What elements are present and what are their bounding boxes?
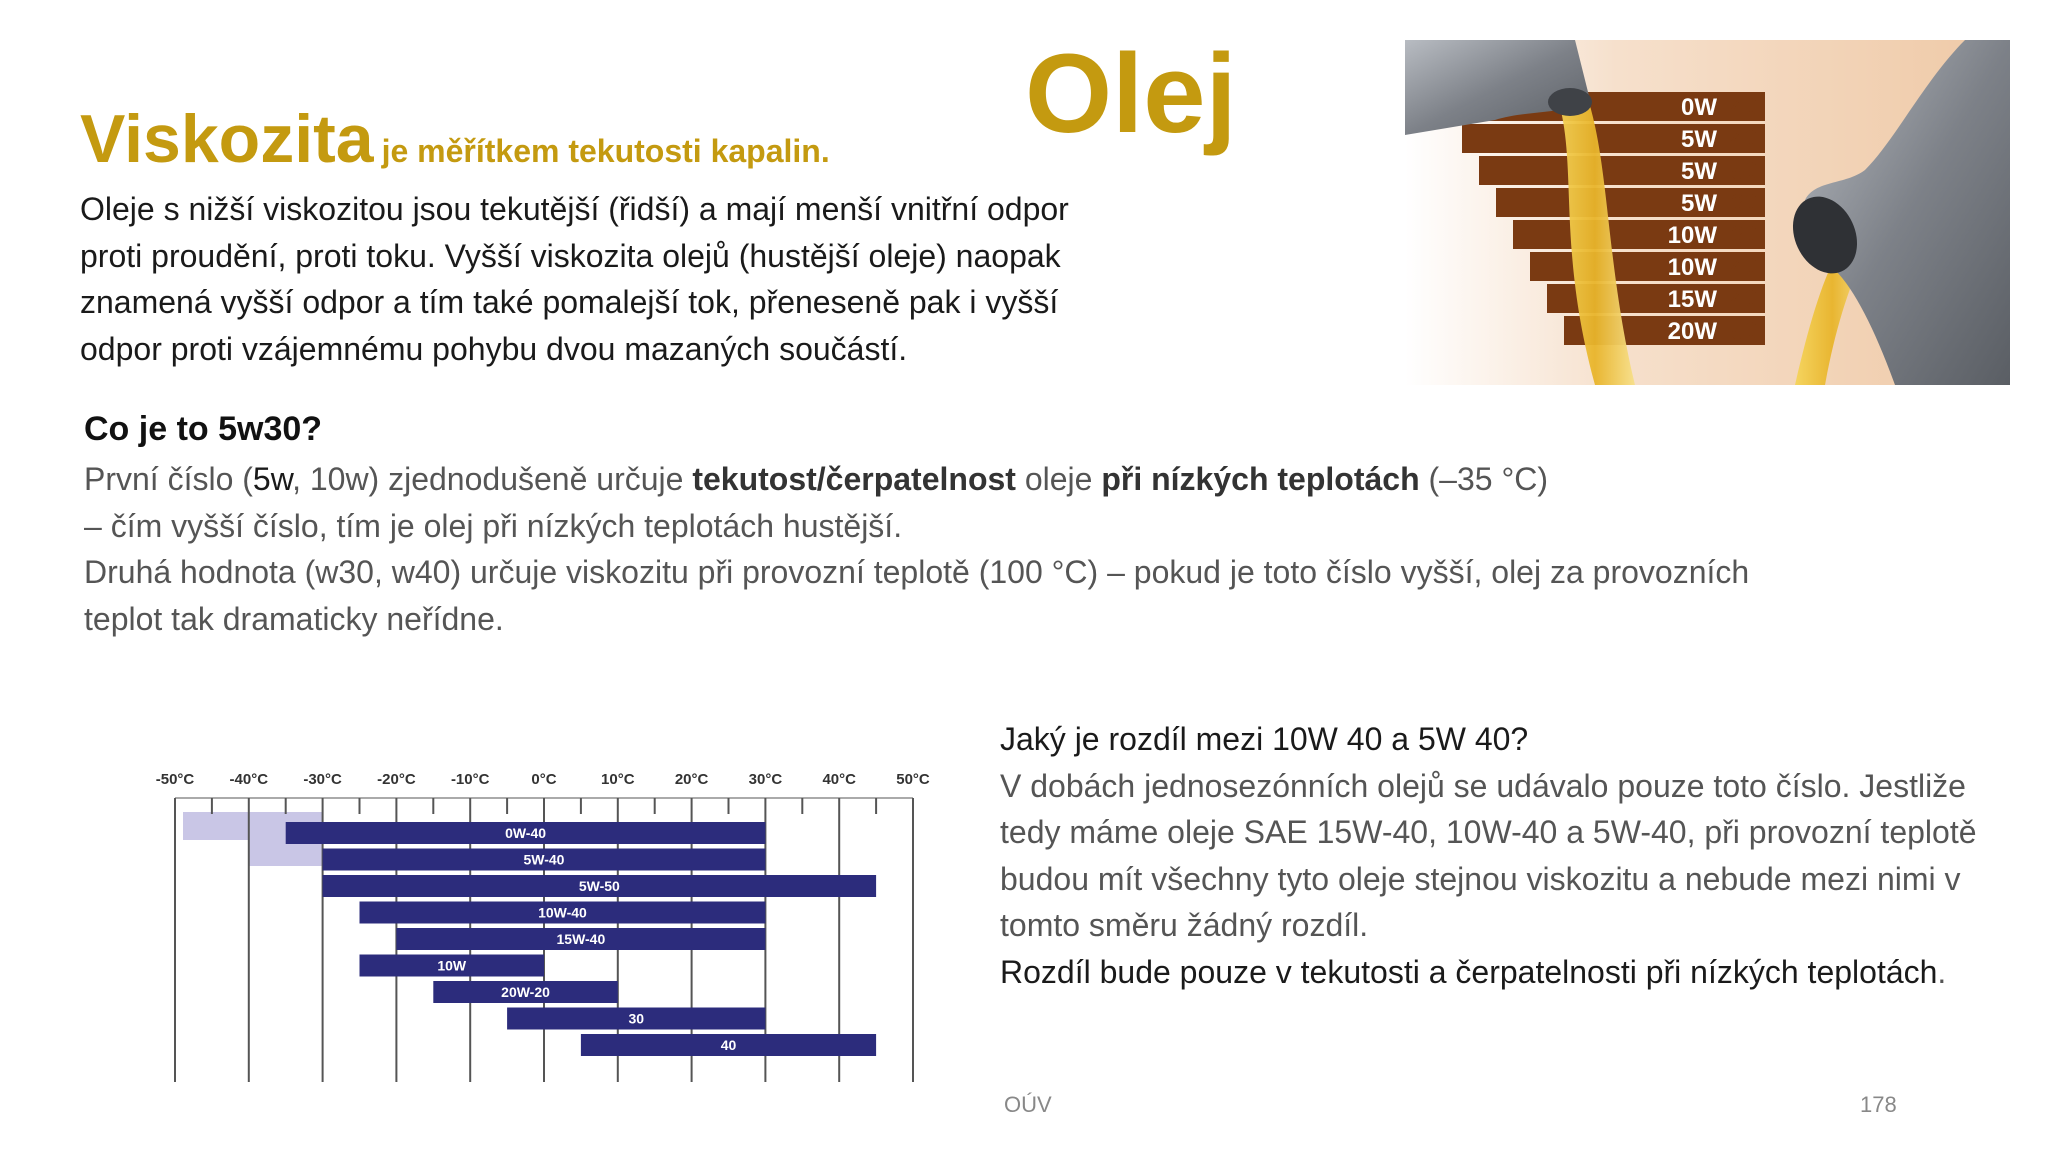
right-paragraph-1: V dobách jednosezónních olejů se udávalo pouze toto číslo. Jestliže tedy máme oleje SAE 15W-40, 10W-40 a 5W-40, při provozní teplotě budou mít všechny tyto oleje stejnou viskozitu a nebude mezi nimi v tomto směru žádný rozdíl. bbox=[1000, 767, 1977, 943]
explanation-line2: – čím vyšší číslo, tím je olej při nízkých teplotách hustější. bbox=[84, 507, 903, 544]
expl-text: První číslo ( bbox=[84, 461, 253, 497]
bar-label: 5W-40 bbox=[523, 851, 565, 868]
grade-label: 5W bbox=[1681, 190, 1717, 217]
footer-label: OÚV bbox=[1004, 1092, 1052, 1117]
chart-svg bbox=[138, 762, 948, 1082]
grade-temp: -30 bbox=[1723, 222, 1758, 249]
expl-text: (–35 °C) bbox=[1419, 461, 1548, 497]
bottle-left-spout bbox=[1548, 88, 1592, 116]
question-5w30: Co je to 5w30? bbox=[84, 410, 323, 448]
bar-label: 40 bbox=[720, 1037, 737, 1053]
heading-sub: je měřítkem tekutosti kapalin. bbox=[381, 133, 830, 169]
oil-grades-image bbox=[1405, 40, 2010, 385]
right-text-block bbox=[1000, 716, 2000, 995]
grade-temp: -40 bbox=[1723, 126, 1758, 153]
expl-text: , 10w) zjednodušeně určuje bbox=[292, 461, 693, 497]
x-tick-label: -40°C bbox=[229, 771, 269, 788]
grade-label: 20W bbox=[1667, 318, 1717, 345]
x-tick-label: 20°C bbox=[674, 771, 709, 788]
expl-text: oleje bbox=[1015, 461, 1102, 497]
viscosity-chart bbox=[138, 762, 948, 1082]
x-tick-label: 30°C bbox=[748, 771, 783, 788]
bar-label: 10W-40 bbox=[538, 904, 587, 921]
x-tick-label: 0°C bbox=[531, 771, 557, 788]
grade-label: 15W bbox=[1667, 286, 1717, 313]
bar-label: 0W-40 bbox=[505, 825, 547, 841]
grade-temp: -50 bbox=[1723, 158, 1758, 185]
grade-stripe bbox=[1462, 124, 1765, 153]
right-p2-text: Rozdíl bude pouze v tekutosti a čerpatelnosti při nízkých teplotách bbox=[1000, 953, 1938, 990]
grade-temp: -40 bbox=[1723, 254, 1758, 281]
bar-label: 5W-50 bbox=[578, 878, 620, 894]
expl-bold-fluidity: tekutost/čerpatelnost bbox=[692, 461, 1016, 497]
x-tick-label: -30°C bbox=[303, 771, 342, 788]
x-tick-label: 50°C bbox=[896, 771, 930, 788]
page-number: 178 bbox=[1860, 1092, 1897, 1117]
oil-grades-svg bbox=[1405, 40, 2010, 385]
x-tick-label: -20°C bbox=[377, 771, 416, 788]
explanation bbox=[84, 456, 1764, 642]
grade-temp: -50 bbox=[1723, 318, 1758, 345]
heading-main: Viskozita bbox=[80, 101, 374, 177]
x-tick-label: 10°C bbox=[601, 771, 635, 788]
expl-bold-low-temp: při nízkých teplotách bbox=[1101, 461, 1420, 497]
grade-label: 0W bbox=[1681, 94, 1717, 121]
heading bbox=[80, 100, 830, 178]
grade-label: 5W bbox=[1681, 126, 1717, 153]
bar-label: 20W-20 bbox=[501, 984, 550, 1000]
right-paragraph-2 bbox=[1000, 949, 2000, 996]
grade-temp: -30 bbox=[1723, 190, 1758, 217]
slide-title: Olej bbox=[1025, 31, 1237, 156]
bar-label: 10W bbox=[437, 957, 467, 974]
explanation-line3: Druhá hodnota (w30, w40) určuje viskozitu při provozní teplotě (100 °C) – pokud je toto číslo vyšší, olej za provozních teplot tak dramaticky neřídne. bbox=[84, 554, 1750, 637]
bar-label: 30 bbox=[628, 1010, 645, 1027]
grade-label: 10W bbox=[1667, 222, 1717, 249]
grade-label: 10W bbox=[1667, 254, 1717, 281]
grade-temp: -40 bbox=[1723, 286, 1758, 313]
expl-5w: 5w bbox=[252, 461, 293, 497]
bar-label: 15W-40 bbox=[556, 931, 606, 947]
right-p2-end: . bbox=[1937, 953, 1947, 990]
x-tick-label: 40°C bbox=[822, 771, 856, 788]
grade-temp: -40 bbox=[1723, 94, 1758, 121]
intro-paragraph: Oleje s nižší viskozitou jsou tekutější (řidší) a mají menší vnitřní odpor proti proudění, proti toku. Vyšší viskozita olejů (hustější oleje) naopak znamená vyšší odpor a tím také pomalejší tok, přeneseně pak i vyšší odpor proti vzájemnému pohybu dvou mazaných součástí. bbox=[80, 191, 1069, 367]
right-question: Jaký je rozdíl mezi 10W 40 a 5W 40? bbox=[1000, 721, 1529, 757]
x-tick-label: -10°C bbox=[450, 771, 490, 788]
grade-label: 5W bbox=[1681, 158, 1717, 185]
x-tick-label: -50°C bbox=[155, 771, 195, 788]
explanation-line1 bbox=[84, 456, 1764, 503]
